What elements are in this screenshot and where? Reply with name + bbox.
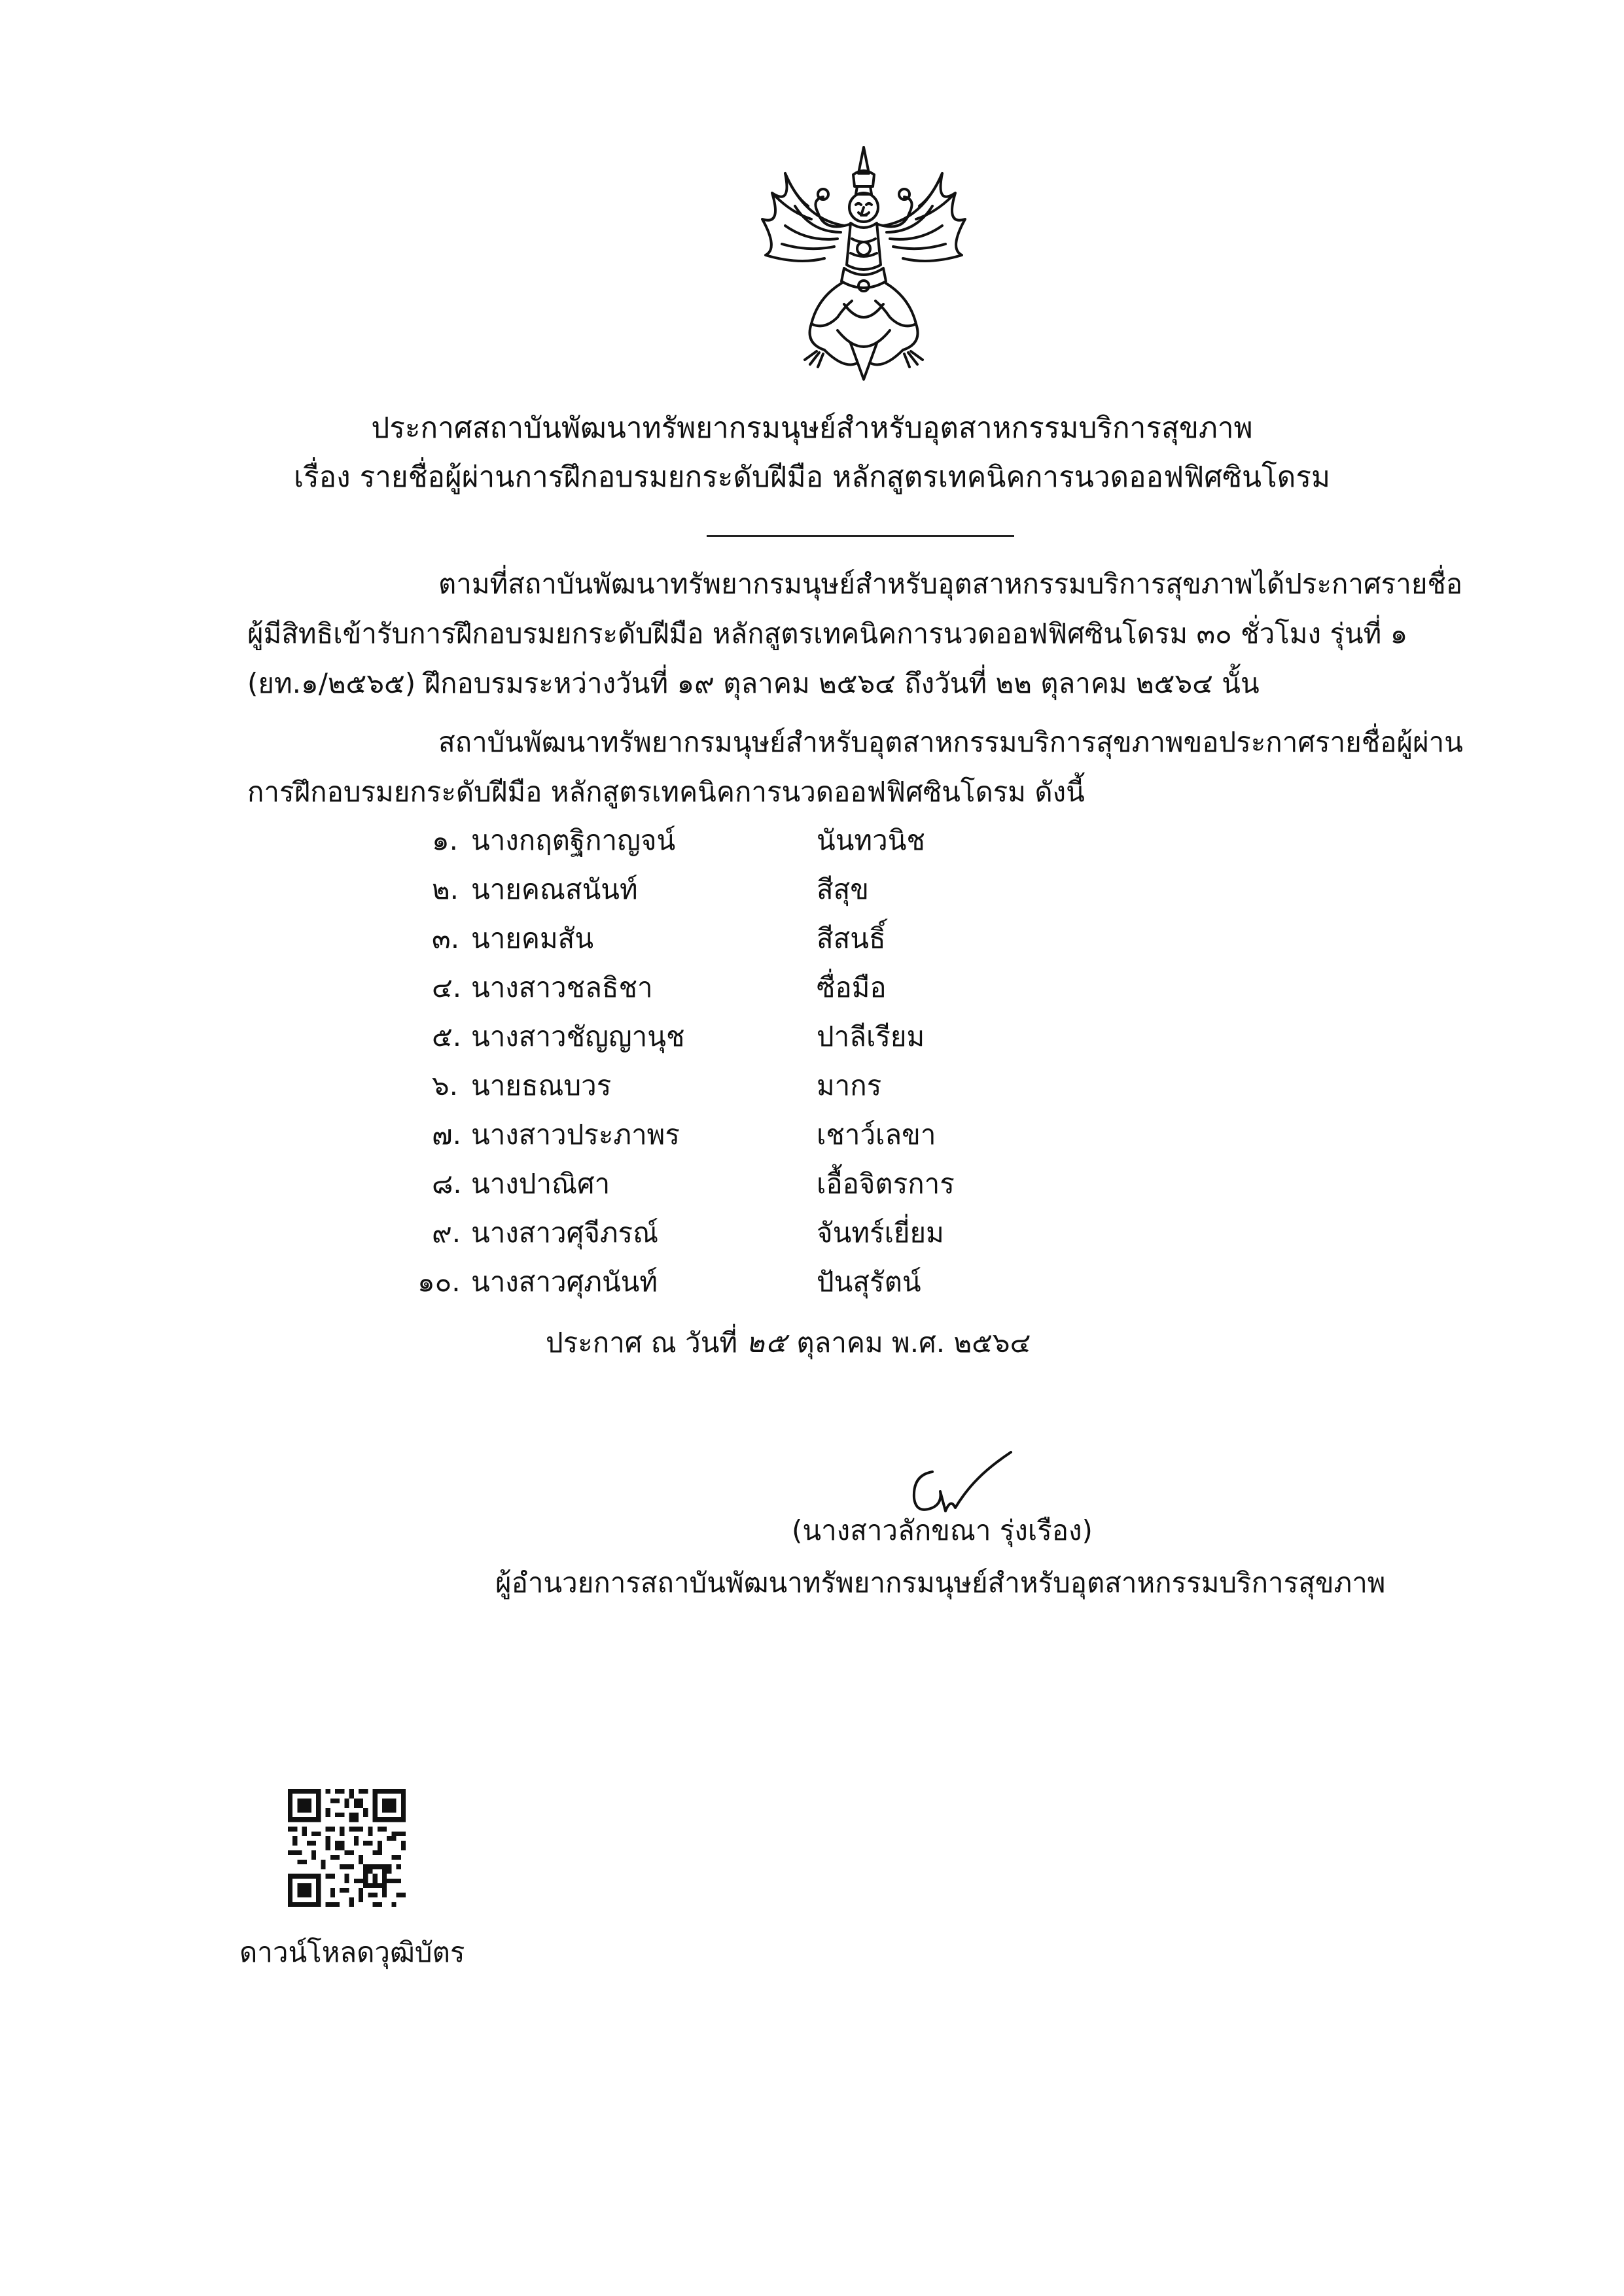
- last-name: เอื้อจิตรการ: [817, 1168, 955, 1200]
- first-name: นางสาวชัญญานุช: [471, 1020, 685, 1052]
- list-item: [432, 1014, 1217, 1063]
- issue-month-year: ตุลาคม พ.ศ. ๒๕๖๔: [796, 1327, 1031, 1359]
- last-name: เชาว์เลขา: [817, 1119, 936, 1151]
- signer-position: ผู้อำนวยการสถาบันพัฒนาทรัพยากรมนุษย์สำหรับอุตสาหกรรมบริการสุขภาพ: [495, 1567, 1386, 1599]
- announcement-title: ประกาศสถาบันพัฒนาทรัพยากรมนุษย์สำหรับอุตสาหกรรมบริการสุขภาพ: [371, 411, 1253, 445]
- announcement-line: การฝึกอบรมยกระดับฝีมือ หลักสูตรเทคนิคการนวดออฟฟิศซินโดรม ดังนี้: [247, 776, 1085, 808]
- last-name: ปันสุรัตน์: [817, 1266, 921, 1298]
- item-number: ๕.: [432, 1020, 462, 1052]
- first-name: นางปาณิศา: [471, 1168, 610, 1200]
- first-name: นางสาวศุภนันท์: [471, 1266, 658, 1298]
- item-number: ๘.: [432, 1168, 462, 1200]
- item-number: ๓.: [432, 922, 460, 954]
- list-item: [417, 1259, 1217, 1308]
- announcement-paragraph: [247, 718, 1477, 817]
- list-item: [432, 1112, 1217, 1161]
- item-number: ๗.: [432, 1119, 461, 1151]
- item-number: ๑.: [432, 824, 459, 856]
- list-item: [432, 1063, 1217, 1112]
- title-divider: [707, 535, 1014, 537]
- list-item: [432, 965, 1217, 1014]
- item-number: ๑๐.: [417, 1266, 461, 1298]
- issue-date: [546, 1320, 1031, 1366]
- item-number: ๒.: [432, 873, 459, 905]
- list-item: [432, 818, 1217, 867]
- first-name: นายธณบวร: [471, 1070, 612, 1102]
- list-item: [432, 867, 1217, 916]
- first-name: นางสาวศุจีภรณ์: [471, 1217, 659, 1249]
- announcement-subject: เรื่อง รายชื่อผู้ผ่านการฝึกอบรมยกระดับฝีมือ หลักสูตรเทคนิคการนวดออฟฟิศซินโดรม: [294, 461, 1330, 494]
- signer-name: (นางสาวลักขณา รุ่งเรือง): [792, 1514, 1093, 1546]
- last-name: จันทร์เยี่ยม: [817, 1217, 944, 1249]
- intro-line: (ยท.๑/๒๕๖๕) ฝึกอบรมระหว่างวันที่ ๑๙ ตุลาคม ๒๕๖๔ ถึงวันที่ ๒๒ ตุลาคม ๒๕๖๔ นั้น: [247, 667, 1260, 699]
- item-number: ๙.: [432, 1217, 461, 1249]
- list-item: [432, 916, 1217, 965]
- announcement-line: สถาบันพัฒนาทรัพยากรมนุษย์สำหรับอุตสาหกรรมบริการสุขภาพขอประกาศรายชื่อผู้ผ่าน: [438, 726, 1463, 758]
- last-name: ปาลีเรียม: [817, 1020, 925, 1052]
- issue-day: ๒๕: [746, 1327, 788, 1359]
- first-name: นายคมสัน: [471, 922, 594, 954]
- list-item: [432, 1210, 1217, 1259]
- first-name: นางสาวชลธิชา: [471, 971, 653, 1003]
- intro-line: ผู้มีสิทธิเข้ารับการฝึกอบรมยกระดับฝีมือ หลักสูตรเทคนิคการนวดออฟฟิศซินโดรม ๓๐ ชั่วโมง รุ่นที่ ๑: [247, 617, 1408, 650]
- garuda-emblem-icon: [746, 134, 981, 396]
- intro-paragraph: [247, 559, 1477, 708]
- last-name: มากร: [817, 1070, 882, 1102]
- issue-date-prefix: ประกาศ ณ วันที่: [546, 1327, 738, 1359]
- last-name: ซื่อมือ: [817, 971, 887, 1003]
- item-number: ๖.: [432, 1070, 459, 1102]
- list-item: [432, 1161, 1217, 1210]
- intro-line: ตามที่สถาบันพัฒนาทรัพยากรมนุษย์สำหรับอุตสาหกรรมบริการสุขภาพได้ประกาศรายชื่อ: [438, 568, 1463, 600]
- first-name: นางสาวประภาพร: [471, 1119, 680, 1151]
- first-name: นางกฤตฐิกาญจน์: [471, 824, 676, 856]
- qr-code-icon[interactable]: [288, 1789, 406, 1907]
- item-number: ๔.: [432, 971, 462, 1003]
- graduate-list: [417, 818, 1217, 1308]
- first-name: นายคณสนันท์: [471, 873, 638, 905]
- last-name: สีสุข: [817, 873, 869, 905]
- last-name: สีสนธิ์: [817, 922, 886, 954]
- download-certificate-label: ดาวน์โหลดวุฒิบัตร: [239, 1936, 465, 1968]
- last-name: นันทวนิช: [817, 824, 925, 856]
